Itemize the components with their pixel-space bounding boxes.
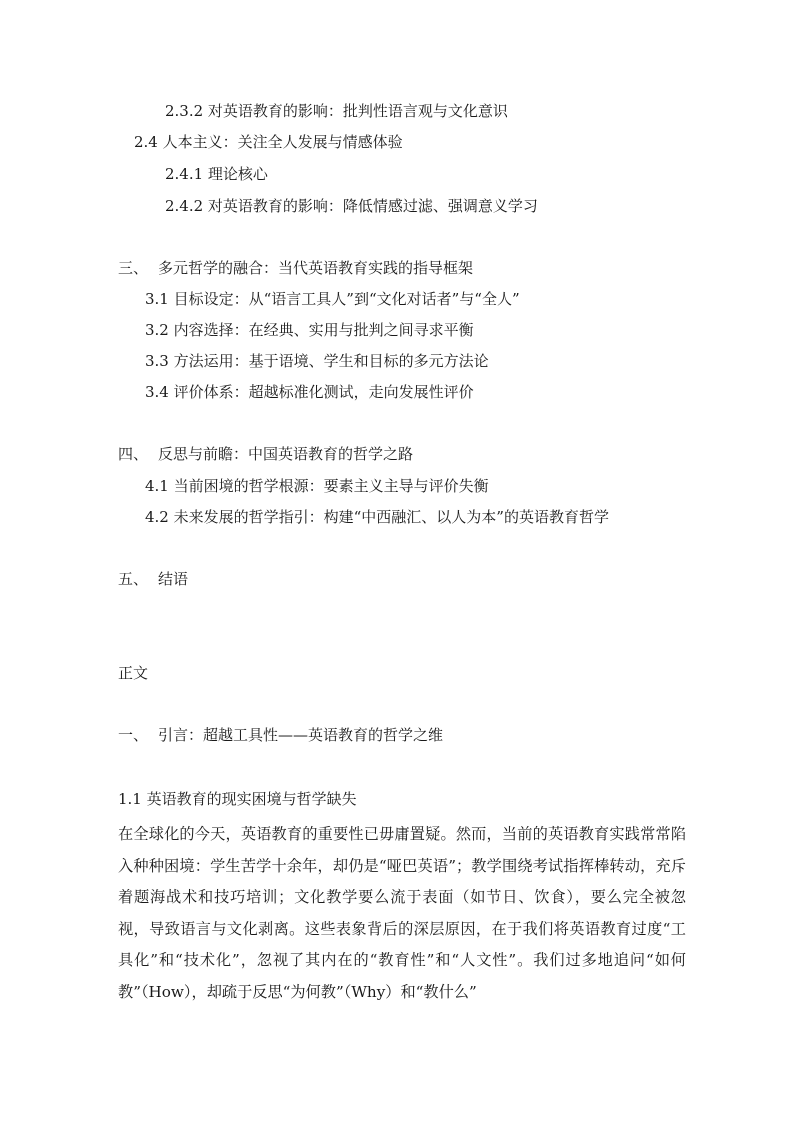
section-1-title: 引言：超越工具性——英语教育的哲学之维: [158, 726, 444, 744]
toc-item-2-3-2: 2.3.2 对英语教育的影响：批判性语言观与文化意识: [165, 102, 508, 120]
section-1-number: 一、: [118, 726, 149, 744]
toc-section-4-number: 四、: [118, 445, 149, 463]
toc-section-3-number: 三、: [118, 259, 149, 277]
subheading-1-1: 1.1 英语教育的现实困境与哲学缺失: [118, 790, 357, 808]
toc-section-3: [118, 258, 473, 278]
toc-section-4-title: 反思与前瞻：中国英语教育的哲学之路: [158, 445, 414, 463]
toc-item-2-4-1: 2.4.1 理论核心: [165, 165, 268, 183]
toc-item-4-2: 4.2 未来发展的哲学指引：构建“中西融汇、以人为本”的英语教育哲学: [145, 508, 609, 526]
toc-section-5-number: 五、: [118, 570, 149, 588]
toc-section-3-title: 多元哲学的融合：当代英语教育实践的指导框架: [158, 259, 474, 277]
body-paragraph: 在全球化的今天，英语教育的重要性已毋庸置疑。然而，当前的英语教育实践常常陷入种种困境：学生苦学十余年，却仍是“哑巴英语”；教学围绕考试指挥棒转动，充斥着题海战术和技巧培训；文化教学要么流于表面（如节日、饮食），要么完全被忽视，导致语言与文化剥离。这些表象背后的深层原因，在于我们将英语教育过度“工具化”和“技术化”，忽视了其内在的“教育性”和“人文性”。我们过多地追问“如何教”（How），却疏于反思“为何教”（Why）和“教什么”: [118, 825, 686, 1001]
toc-section-4: [118, 444, 413, 464]
toc-item-4-1: 4.1 当前困境的哲学根源：要素主义主导与评价失衡: [145, 477, 489, 495]
toc-section-5-title: 结语: [158, 570, 189, 588]
section-1-heading: [118, 725, 443, 745]
body-label: 正文: [118, 664, 149, 682]
toc-item-3-4: 3.4 评价体系：超越标准化测试，走向发展性评价: [145, 383, 474, 401]
toc-item-2-4: 2.4 人本主义：关注全人发展与情感体验: [134, 133, 403, 151]
toc-item-3-2: 3.2 内容选择：在经典、实用与批判之间寻求平衡: [145, 321, 474, 339]
toc-item-2-4-2: 2.4.2 对英语教育的影响：降低情感过滤、强调意义学习: [165, 197, 538, 215]
toc-section-5: [118, 569, 188, 589]
toc-item-3-1: 3.1 目标设定：从“语言工具人”到“文化对话者”与“全人”: [145, 290, 520, 308]
toc-item-3-3: 3.3 方法运用：基于语境、学生和目标的多元方法论: [145, 352, 489, 370]
